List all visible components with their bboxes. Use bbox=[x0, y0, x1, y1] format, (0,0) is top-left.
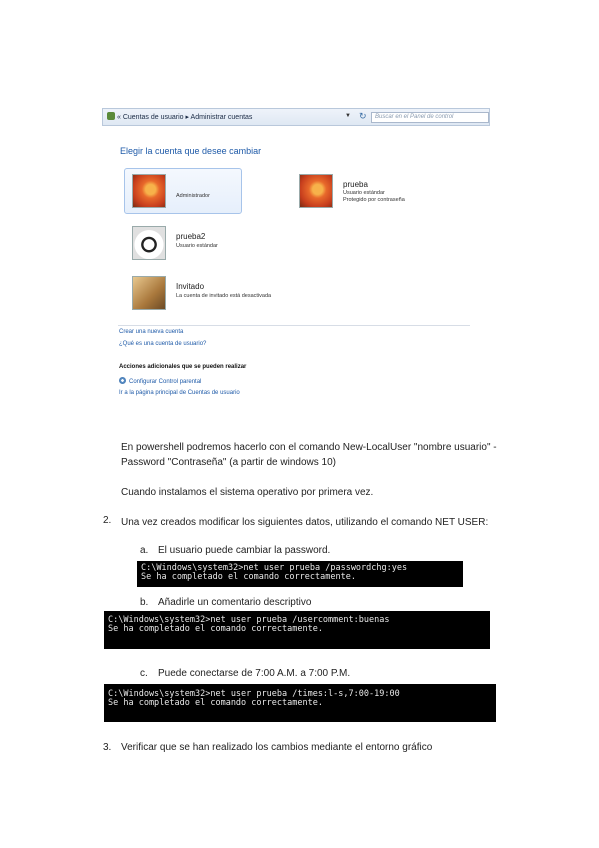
sub-letter-b: b. bbox=[140, 597, 149, 608]
account-type: Administrador bbox=[176, 193, 210, 199]
user-accounts-home-link[interactable]: Ir a la página principal de Cuentas de usuario bbox=[119, 390, 240, 396]
item-3-text: Verificar que se han realizado los cambios mediante el entorno gráfico bbox=[121, 742, 433, 753]
account-type: Usuario estándar bbox=[176, 243, 218, 249]
sub-letter-c: c. bbox=[140, 668, 148, 679]
account-extra: Protegido por contraseña bbox=[343, 197, 405, 203]
parental-control-icon bbox=[119, 377, 126, 384]
breadcrumb[interactable] bbox=[107, 112, 252, 121]
control-panel-screenshot bbox=[102, 108, 490, 406]
account-name: prueba bbox=[343, 180, 368, 189]
install-paragraph: Cuando instalamos el sistema operativo por primera vez. bbox=[121, 487, 374, 498]
sub-a-text: El usuario puede cambiar la password. bbox=[158, 545, 331, 556]
sub-b-text: Añadirle un comentario descriptivo bbox=[158, 597, 312, 608]
breadcrumb-text: « Cuentas de usuario ▸ Administrar cuentas bbox=[117, 114, 253, 121]
orange-flower-icon bbox=[132, 174, 166, 208]
create-account-link[interactable]: Crear una nueva cuenta bbox=[119, 329, 184, 335]
additional-actions-heading: Acciones adicionales que se pueden realizar bbox=[119, 364, 247, 370]
account-name: prueba2 bbox=[176, 232, 206, 241]
terminal-output-c: C:\Windows\system32>net user prueba /times:l-s,7:00-19:00 Se ha completado el comando correctamente. bbox=[104, 684, 496, 722]
orange-flower-icon bbox=[299, 174, 333, 208]
what-is-account-link[interactable]: ¿Qué es una cuenta de usuario? bbox=[119, 341, 207, 347]
soccer-ball-icon bbox=[132, 226, 166, 260]
account-type: La cuenta de invitado está desactivada bbox=[176, 293, 272, 299]
account-type: Usuario estándar bbox=[343, 190, 385, 196]
address-bar bbox=[102, 108, 490, 126]
guest-suitcase-icon bbox=[132, 276, 166, 310]
account-name: Invitado bbox=[176, 282, 205, 291]
terminal-output-b: C:\Windows\system32>net user prueba /usercomment:buenas Se ha completado el comando correctamente. bbox=[104, 611, 490, 649]
item-2-text: Una vez creados modificar los siguientes datos, utilizando el comando NET USER: bbox=[121, 517, 489, 528]
control-panel-icon bbox=[107, 112, 115, 120]
list-number-2: 2. bbox=[103, 515, 112, 526]
powershell-paragraph: En powershell podremos hacerlo con el comando New-LocalUser "nombre usuario" -Password "Contraseña" (a partir de windows 10) bbox=[121, 442, 497, 468]
refresh-icon[interactable]: ↻ bbox=[359, 111, 367, 121]
search-input[interactable]: Buscar en el Panel de control bbox=[371, 112, 489, 123]
sub-letter-a: a. bbox=[140, 545, 149, 556]
terminal-output-a: C:\Windows\system32>net user prueba /passwordchg:yes Se ha completado el comando correctamente. bbox=[137, 561, 463, 587]
page-title: Elegir la cuenta que desee cambiar bbox=[120, 146, 262, 156]
parental-control-label: Configurar Control parental bbox=[129, 379, 202, 385]
parental-control-link[interactable] bbox=[119, 377, 201, 385]
sub-c-text: Puede conectarse de 7:00 A.M. a 7:00 P.M. bbox=[158, 668, 351, 679]
chevron-down-icon[interactable]: ▼ bbox=[345, 113, 351, 119]
divider bbox=[118, 325, 470, 326]
list-number-3: 3. bbox=[103, 742, 112, 753]
